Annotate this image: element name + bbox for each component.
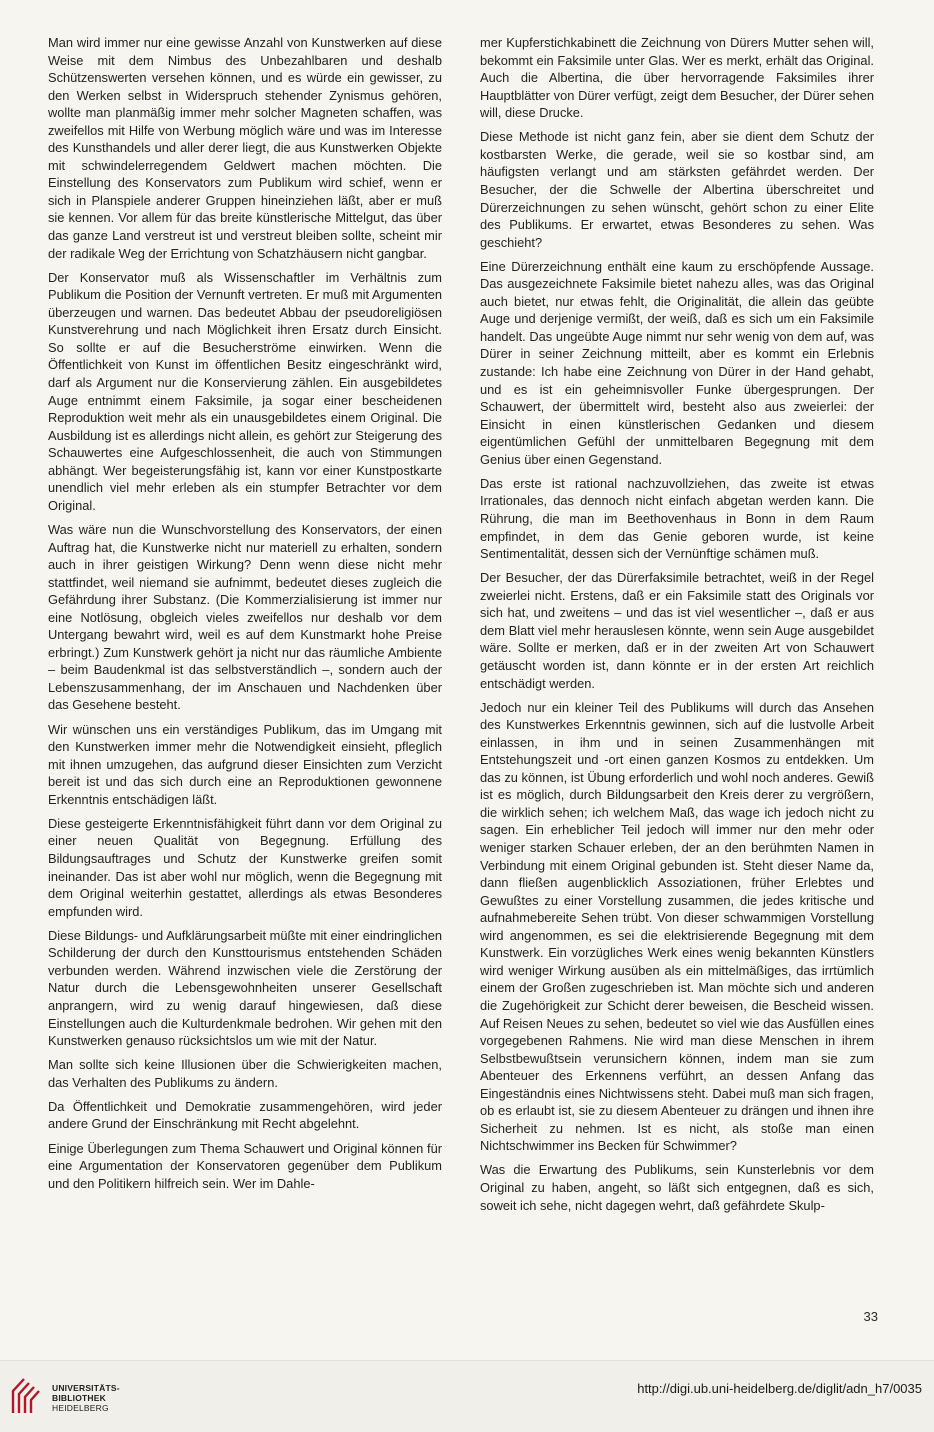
paragraph: Einige Überlegungen zum Thema Schauwert und Original können für eine Argumentation der Konservatoren gegenüber dem Publikum und den Politikern hilfreich sein. Wer im Dahle- (48, 1140, 442, 1191)
paragraph: Der Besucher, der das Dürerfaksimile betrachtet, weiß in der Regel zweierlei nicht. Erstens, daß er ein Faksimile statt des Originals vor sich hat, und zweitens – und das ist viel wesentlicher –, daß er aus dem Blatt viel mehr herauslesen könnte, wenn sein Auge ausgebildet wäre. Sollte er merken, daß er in der zweiten Art von Schauwert getäuscht worden ist, dann könnte er in der ersten Art reichlich entschädigt werden. (480, 570, 874, 691)
paragraph: Wir wünschen uns ein verständiges Publikum, das im Umgang mit den Kunstwerken immer mehr die Notwendigkeit einsieht, pfleglich mit ihnen umzugehen, das aufgrund dieser Einsichten zum Verzicht bereit ist und das sich durch eine an Reproduktionen gewonnene Erkenntnis entschädigen läßt. (48, 721, 442, 807)
library-logo-text: UNIVERSITÄTS- BIBLIOTHEK HEIDELBERG (52, 1383, 120, 1413)
paragraph: Da Öffentlichkeit und Demokratie zusammengehören, wird jeder andere Grund der Einschränkung mit Recht abgelehnt. (48, 1098, 442, 1132)
paragraph: Jedoch nur ein kleiner Teil des Publikums will durch das Ansehen des Kunstwerkes Erkenntnis gewinnen, sich auf die lustvolle Arbeit einlassen, in ihm und in seinen Zusammenhängen mit Entstehungszeit und -ort einen ganzen Kosmos zu entdekken. Um das zu können, ist Übung erforderlich und wohl noch anderes. Gewiß ist es möglich, durch Bildungsarbeit den Kreis derer zu vergrößern, die wirklich sehen; ich welchem Maß, das wage ich jedoch nicht zu sagen. Ein erheblicher Teil jedoch will immer nur den mehr oder weniger starken Schauer erleben, der an den berühmten Namen in Verbindung mit einem Original gebunden ist. Steht dieser Name da, dann fließen augenblicklich Assoziationen, früher Erlebtes und Gewußtes zu einer Vorstellung zusammen, die jedes kritische und aufnahmebereite Sehen trübt. Von dieser schwammigen Vorstellung wird angenommen, es sei die elektrisierende Begegnung mit dem Kunstwerk. Ein vorzügliches Werk eines wenig bekannten Künstlers wird weniger Wirkung ausüben als ein mittelmäßiges, das irrtümlich einem der Großen zugeschrieben ist. Man möchte sich und anderen die Zugehörigkeit zur Schicht derer beweisen, die Bescheid wissen. Auf Reisen Neues zu sehen, bedeutet so viel wie das Ausfüllen eines vorgegebenen Rahmens. Nie wird man diese Menschen in ihrem Selbstbewußtsein verunsichern können, indem man sie zum Abenteuer des Erkennens verführt, an dessen Anfang das Eingeständnis eines Nichtwissens steht. Dabei muß man sich fragen, ob es erlaubt ist, sie zu diesem Abenteuer zu drängen und ihnen ihre Sicherheit zu nehmen. Ist es nicht, als stoße man einen Nichtschwimmer ins Becken für Schwimmer? (480, 699, 874, 1154)
paragraph: Diese Bildungs- und Aufklärungsarbeit müßte mit einer eindringlichen Schilderung der durch den Kunsttourismus entstehenden Schäden verbunden werden. Während inzwischen viele die Zerstörung der Natur durch die Lebensgewohnheiten unserer Gesellschaft anprangern, wird zu wenig darauf hingewiesen, daß diese Einstellungen auch die Kulturdenkmale bedrohen. Wir gehen mit den Kunstwerken genauso rücksichtslos um wie mit der Natur. (48, 927, 442, 1049)
paragraph: Das erste ist rational nachzuvollziehen, das zweite ist etwas Irrationales, das dennoch nicht einfach abgetan werden kann. Die Rührung, die man im Beethovenhaus in Bonn in dem Raum empfindet, in dem das Genie geboren wurde, ist keine Sentimentalität, dessen sich der Vernünftige schämen muß. (480, 475, 874, 562)
source-url-link[interactable]: http://digi.ub.uni-heidelberg.de/diglit/adn_h7/0035 (637, 1381, 922, 1396)
right-text-column (480, 34, 874, 1221)
paragraph: Der Konservator muß als Wissenschaftler im Verhältnis zum Publikum die Position der Vernunft vertreten. Er muß mit Argumenten überzeugen und warnen. Das bedeutet Abbau der pseudoreligiösen Kunstverehrung und nach Möglichkeit ihren Ersatz durch Einsicht. So sollte er auf die Besucherströme einwirken. Wenn die Öffentlichkeit von Kunst im öffentlichen Besitz eingeschränkt wird, darf als Argument nur die Konservierung zählen. Ein ausgebildetes Auge entnimmt einem Faksimile, ja sogar einer bescheidenen Reproduktion weit mehr als ein unausgebildetes einem Original. Die Ausbildung ist es allerdings nicht allein, es gehört zur Steigerung des Schauwertes eine Aufgeschlossenheit, die auch von Stimmungen abhängt. Wer begeisterungsfähig ist, kann vor einer Kunstpostkarte unendlich viel mehr erleben als ein stumpfer Betrachter vor dem Original. (48, 269, 442, 513)
paragraph: Diese Methode ist nicht ganz fein, aber sie dient dem Schutz der kostbarsten Werke, die gerade, weil sie so kostbar sind, am häufigsten verlangt und am stärksten gefährdet werden. Der Besucher, der die Schwelle der Albertina überschreitet und Dürerzeichnungen zu sehen wünscht, gehört schon zu einer Elite des Publikums. Er erwartet, etwas Besonderes zu sehen. Was geschieht? (480, 129, 874, 250)
paragraph: Was wäre nun die Wunschvorstellung des Konservators, der einen Auftrag hat, die Kunstwerke nicht nur materiell zu erhalten, sondern auch in ihrer geistigen Wirkung? Denn wenn diese nicht mehr stattfindet, weil niemand sie aufnimmt, bedeutet dieses zugleich die Gefährdung ihrer Substanz. (Die Kommerzialisierung ist immer nur eine Notlösung, obgleich vieles zweifellos nur deshalb vor dem Untergang bewahrt wird, weil es auf dem Kunstmarkt hohe Preise erbringt.) Zum Kunstwerk gehört ja nicht nur das räumliche Ambiente – beim Baudenkmal ist das selbstverständlich –, sondern auch der Lebenszusammenhang, der im Anschauen und Nachdenken über das Gesehene besteht. (48, 521, 442, 713)
footer-bar (0, 1360, 934, 1432)
paragraph: Eine Dürerzeichnung enthält eine kaum zu erschöpfende Aussage. Das ausgezeichnete Faksimile bietet nahezu alles, was das Original auch bietet, nur etwas fehlt, die Originalität, die allein das geübte Auge und derjenige vermißt, der weiß, daß es sich um ein Faksimile handelt. Das ungeübte Auge nimmt nur sehr wenig von dem auf, was Dürer in seiner Zeichnung mitteilt, aber es kommt ein Erlebnis zustande: Ich habe eine Zeichnung von Dürer in der Hand gehabt, und es ist ein geheimnisvoller Funke übergesprungen. Der Schauwert, der übermittelt wird, besteht also aus zweierlei: der Einsicht in einen künstlerischen Gedanken und diesem eigentümlichen Gefühl der unmittelbaren Begegnung mit dem Genius über einen Gegenstand. (480, 258, 874, 467)
page-number: 33 (863, 1309, 878, 1324)
paragraph: Man wird immer nur eine gewisse Anzahl von Kunstwerken auf diese Weise mit dem Nimbus des Unbezahlbaren und deshalb Schützenswerten versehen können, und es würde ein gewisser, zu den Werken selbst in Widerspruch stehender Zynismus gehören, wollte man planmäßig immer mehr solcher Magneten schaffen, was zweifellos mit Hilfe von Werbung möglich wäre und was im Interesse des Kunsthandels und aller derer liegt, die aus Kunstwerken Objekte mit schwindelerregendem Geldwert machen möchten. Die Einstellung des Konservators zum Publikum wird schief, wenn er sich in Planspiele anderer Gruppen hineinziehen läßt, aber er muß sie kennen. Vor allem für das breite künstlerische Mittelgut, das über das ganze Land verstreut ist und verstreut bleiben sollte, scheint mir der radikale Weg der Errichtung von Schatzhäusern nicht gangbar. (48, 35, 442, 261)
paragraph: Was die Erwartung des Publikums, sein Kunsterlebnis vor dem Original zu haben, angeht, so läßt sich entgegnen, daß es sich, soweit ich sehe, nicht dagegen wehrt, daß gefährdete Skulp- (480, 1162, 874, 1213)
paragraph: Diese gesteigerte Erkenntnisfähigkeit führt dann vor dem Original zu einer neuen Qualität von Begegnung. Erfüllung des Bildungsauftrages und Schutz der Kunstwerke greifen somit ineinander. Das ist aber wohl nur möglich, wenn die Begegnung mit dem Original weiterhin gestattet, allerdings als etwas Besonderes empfunden wird. (48, 815, 442, 919)
left-text-column (48, 34, 442, 1199)
paragraph: mer Kupferstichkabinett die Zeichnung von Dürers Mutter sehen will, bekommt ein Faksimile unter Glas. Wer es merkt, erhält das Original. Auch die Albertina, die über hervorragende Faksimiles ihrer Hauptblätter von Dürer verfügt, zeigt dem Besucher, der Dürer sehen will, diese Drucke. (480, 35, 874, 121)
paragraph: Man sollte sich keine Illusionen über die Schwierigkeiten machen, das Verhalten des Publikums zu ändern. (48, 1057, 442, 1090)
library-logo-icon (10, 1373, 44, 1417)
